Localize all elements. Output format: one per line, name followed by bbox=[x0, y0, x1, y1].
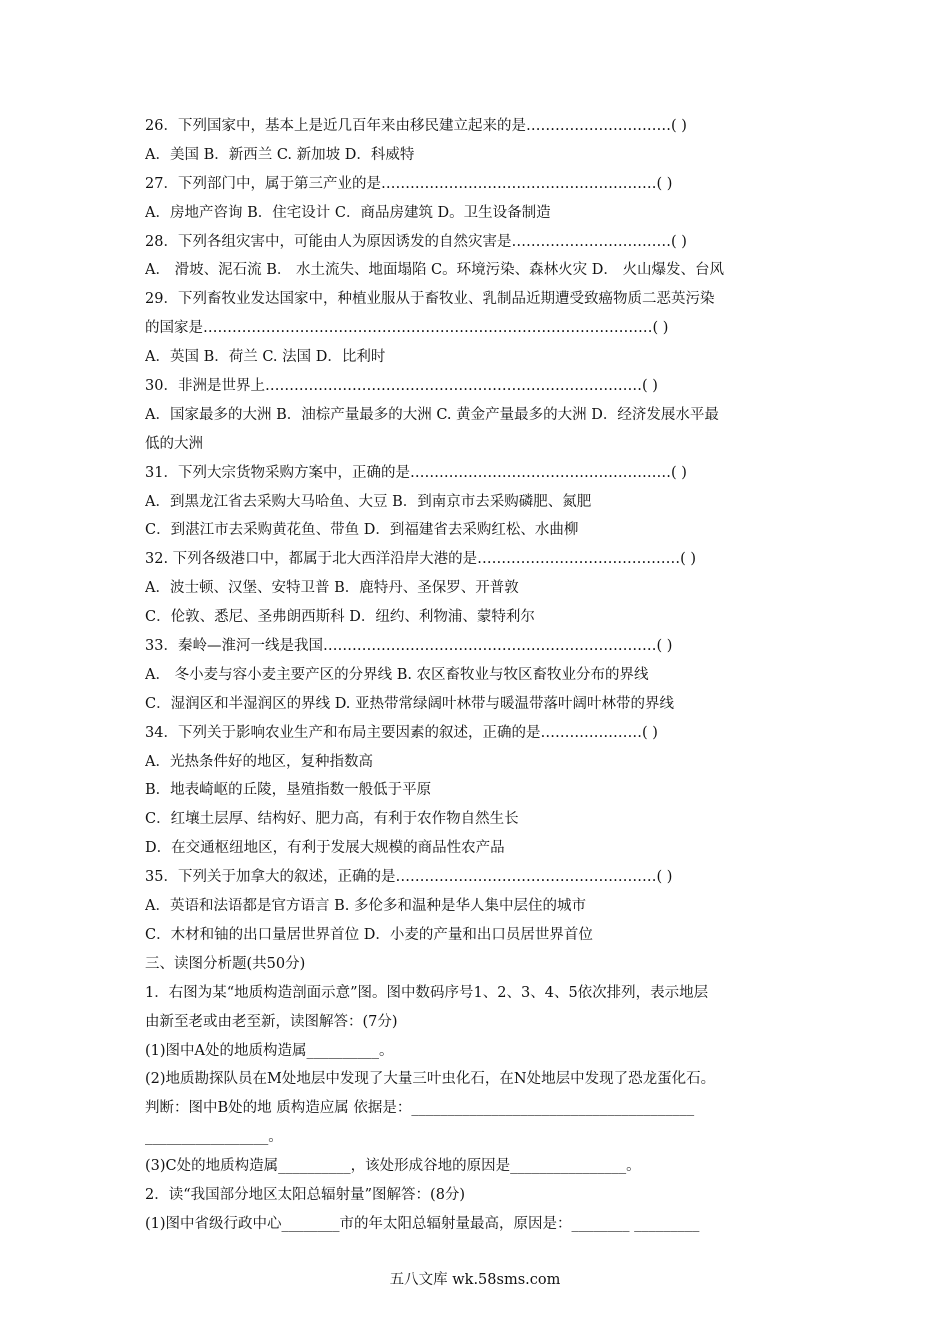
text-line: A．波士顿、汉堡、安特卫普 B．鹿特丹、圣保罗、开普敦 bbox=[145, 580, 519, 597]
text-line: A．光热条件好的地区，复种指数高 bbox=[145, 753, 373, 770]
text-line: 由新至老或由老至新，读图解答：(7分) bbox=[145, 1013, 398, 1030]
text-line: 27．下列部门中，属于第三产业的是…………………………………………………( ) bbox=[145, 175, 673, 192]
text-line: C．到湛江市去采购黄花鱼、带鱼 D．到福建省去采购红松、水曲柳 bbox=[145, 522, 579, 539]
text-line: A． 滑坡、泥石流 B． 水土流失、地面塌陷 C。环境污染、森林火灾 D． 火山爆发、台风 bbox=[145, 262, 724, 279]
text-line: 26．下列国家中，基本上是近几百年来由移民建立起来的是…………………………( ) bbox=[145, 118, 687, 134]
text-line: 35．下列关于加拿大的叙述，正确的是………………………………………………( ) bbox=[145, 869, 673, 886]
text-line: (2)地质勘探队员在M处地层中发现了大量三叶虫化石，在N处地层中发现了恐龙蛋化石。 bbox=[145, 1071, 716, 1088]
text-line: A．英国 B．荷兰 C. 法国 D．比利时 bbox=[145, 349, 386, 366]
section-heading: 三、读图分析题(共50分) bbox=[145, 955, 306, 972]
text-line: 33．秦岭—淮河一线是我国……………………………………………………………( ) bbox=[145, 638, 673, 655]
text-line: C．伦敦、悉尼、圣弗朗西斯科 D．纽约、利物浦、蒙特利尔 bbox=[145, 609, 535, 626]
text-line: D．在交通枢纽地区，有利于发展大规模的商品性农产品 bbox=[145, 840, 505, 857]
text-line: 30．非洲是世界上……………………………………………………………………( ) bbox=[145, 378, 658, 395]
text-line: 28．下列各组灾害中，可能由人为原因诱发的自然灾害是……………………………( ) bbox=[145, 233, 687, 250]
text-line: A．国家最多的大洲 B．油棕产量最多的大洲 C. 黄金产量最多的大洲 D．经济发展水平最 bbox=[145, 406, 719, 423]
text-line: _________________。 bbox=[145, 1129, 283, 1146]
text-line: 2．读“我国部分地区太阳总辐射量”图解答：(8分) bbox=[145, 1186, 466, 1203]
text-line: (3)C处的地质构造属__________，该处形成谷地的原因是________________。 bbox=[145, 1158, 641, 1175]
text-line: C．红壤土层厚、结构好、肥力高，有利于农作物自然生长 bbox=[145, 811, 519, 828]
text-line: 低的大洲 bbox=[145, 435, 203, 452]
text-line: A．英语和法语都是官方语言 B. 多伦多和温种是华人集中层住的城市 bbox=[145, 898, 586, 915]
text-line: B．地表崎岖的丘陵，垦殖指数一般低于平原 bbox=[145, 782, 432, 799]
text-line: 31．下列大宗货物采购方案中，正确的是………………………………………………( ) bbox=[145, 464, 687, 481]
text-line: 判断：图中B处的地 质构造应属 依据是：_______________________________________ bbox=[145, 1100, 695, 1117]
text-line: (1)图中A处的地质构造属__________。 bbox=[145, 1042, 394, 1059]
text-line: 的国家是…………………………………………………………………………………( ) bbox=[145, 320, 669, 337]
text-line: A． 冬小麦与容小麦主要产区的分界线 B. 农区畜牧业与牧区畜牧业分布的界线 bbox=[145, 666, 649, 683]
footer-watermark: 五八文库 wk.58sms.com bbox=[389, 1272, 561, 1288]
text-line: A．到黑龙江省去采购大马哈鱼、大豆 B．到南京市去采购磷肥、氮肥 bbox=[145, 493, 592, 510]
text-line: C．湿润区和半湿润区的界线 D. 亚热带常绿阔叶林带与暖温带落叶阔叶林带的界线 bbox=[145, 695, 675, 712]
text-line: 32. 下列各级港口中，都属于北大西洋沿岸大港的是……………………………………( ) bbox=[145, 551, 697, 568]
text-line: C．木材和铀的出口量居世界首位 D．小麦的产量和出口员居世界首位 bbox=[145, 926, 593, 943]
text-line: A．美国 B．新西兰 C. 新加坡 D．科威特 bbox=[145, 146, 415, 163]
text-line: 1．右图为某“地质构造剖面示意”图。图中数码序号1、2、3、4、5依次排列，表示地层 bbox=[145, 984, 709, 1001]
text-line: 29．下列畜牧业发达国家中，种植业服从于畜牧业、乳制品近期遭受致癌物质二恶英污染 bbox=[145, 291, 715, 308]
text-line: A．房地产咨询 B．住宅设计 C．商品房建筑 D。卫生设备制造 bbox=[145, 204, 551, 221]
text-line: (1)图中省级行政中心________市的年太阳总辐射量最高，原因是：________ _________ bbox=[145, 1215, 700, 1232]
document-body bbox=[145, 112, 810, 1239]
text-line: 34．下列关于影响农业生产和布局主要因素的叙述，正确的是…………………( ) bbox=[145, 724, 658, 741]
